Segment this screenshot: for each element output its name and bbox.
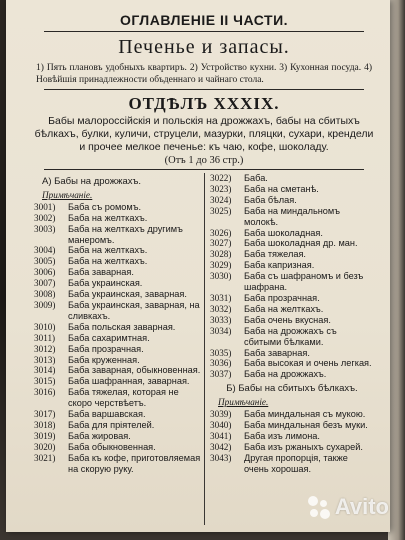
toc-entry [210,206,374,228]
toc-entry [210,358,374,369]
toc-entry [34,278,202,289]
entry-number: 3005) [34,256,56,267]
toc-entry [210,184,374,195]
entry-number: 3011) [34,332,56,343]
subsection-heading: Б) Бабы на сбитыхъ бѣлкахъ. [226,383,358,395]
entry-number: 3042) [210,441,232,452]
entry-number: 3026) [210,227,232,238]
entry-title: Баба прозрачная. [68,343,144,354]
toc-entry [210,293,374,304]
entry-number: 3022) [210,173,232,183]
entry-number: 3027) [210,238,232,249]
toc-entry [34,431,202,442]
toc-entry [210,195,374,206]
toc-entry [34,387,202,409]
entry-title: Баба очень вкусная. [244,314,331,325]
entry-title: Баба прозрачная. [244,292,320,303]
divider [44,31,364,32]
entry-title: Баба на дрожжахъ. [244,369,327,380]
entry-title: Баба обыкновенная. [68,441,156,452]
toc-entry [210,238,374,249]
entry-title: Баба на сметанѣ. [244,183,319,194]
entry-number: 3020) [34,441,56,452]
entry-number: 3012) [34,343,56,354]
note-label: Примѣчанiе. [218,397,269,408]
entry-number: 3035) [210,347,232,358]
entry-title: Баба украинская, заварная. [68,289,187,300]
toc-entry [210,431,374,442]
entry-number: 3019) [34,430,56,441]
toc-entry [34,442,202,453]
chapter-title: ОТДѢЛЪ XXXIX. [128,94,280,113]
toc-entry [34,333,202,344]
entry-title: Баба тяжелая, которая не скоро черствѣетъ. [68,387,179,409]
entry-title: Баба къ кофе, приготовляемая на скорую руку. [68,452,201,474]
toc-entry [210,315,374,326]
entry-title: Баба тяжелая. [244,249,306,260]
note-label: Примѣчанiе. [42,189,93,200]
entry-number: 3030) [210,271,232,282]
entry-title: Баба шафранная, заварная. [68,376,190,387]
entry-number: 3003) [34,223,56,234]
entry-title: Баба шоколадная. [244,227,323,238]
entry-number: 3010) [34,321,56,332]
entry-number: 3013) [34,354,56,365]
toc-entry [210,453,374,475]
toc-entry [210,173,374,184]
toc-entry [210,369,374,380]
toc-entry [210,249,374,260]
toc-entry [34,289,202,300]
toc-entry [210,420,374,431]
entry-title: Баба бѣлая. [244,194,297,205]
entry-title: Баба на миндальномъ молокѣ. [244,205,340,227]
divider [44,89,364,90]
entry-title: Баба изъ ржаныхъ сухарей. [244,441,363,452]
entry-title: Баба капризная. [244,260,315,271]
entry-list [34,202,202,475]
entry-number: 3014) [34,365,56,376]
toc-entry [210,442,374,453]
toc-entry [210,326,374,348]
chapter-description: Бабы малороссiйскiя и польскiя на дрожжахъ, бабы на сбитыхъ бѣлкахъ, булки, куличи, струцели, мазурки, пляцки, сухари, крендели и прочее мелкое печенье: къ чаю, кофе, шоколаду. [34,115,374,153]
page-content [34,8,374,532]
subsection-heading: А) Бабы на дрожжахъ. [42,176,142,187]
page-range: (Отъ 1 до 36 стр.) [164,155,244,166]
entry-number: 3039) [210,409,232,420]
entry-title: Баба на желткахъ. [68,256,148,267]
intro-text: 1) Пять плановъ удобныхъ квартиръ. 2) Устройство кухни. 3) Кухонная посуда. 4) Новѣйшiя принадлежности объденнаго и чайнаго стола. [36,63,372,85]
entry-title: Баба съ шафраномъ и безъ шафрана. [244,271,364,293]
column-divider [204,173,205,525]
toc-entry [34,344,202,355]
entry-title: Баба украинская. [68,278,143,289]
entry-title: Баба миндальная безъ муки. [244,419,368,430]
entry-number: 3041) [210,430,232,441]
entry-title: Баба миндальная съ мукою. [244,409,366,420]
entry-title: Баба изъ лимона. [244,430,320,441]
entry-number: 3017) [34,409,56,420]
toc-entry [34,453,202,475]
section-title: Печенье и запасы. [118,36,290,58]
entry-title: Другая пропорцiя, также очень хорошая. [244,452,348,474]
entry-number: 3032) [210,303,232,314]
toc-entry [210,228,374,239]
entry-number: 3001) [34,201,56,212]
entry-number: 3008) [34,289,56,300]
toc-entry [34,365,202,376]
toc-entry [34,202,202,213]
entry-title: Баба высокая и очень легкая. [244,358,372,369]
entry-list [210,409,374,474]
entry-title: Баба на желткахъ. [68,245,148,256]
toc-entry [34,409,202,420]
toc-entry [34,376,202,387]
entry-title: Баба съ ромомъ. [68,201,141,212]
entry-title: Баба. [244,173,268,183]
toc-entry [34,224,202,246]
entry-number: 3021) [34,452,56,463]
toc-columns [34,173,374,532]
toc-entry [210,409,374,420]
entry-number: 3009) [34,299,56,310]
toc-entry [210,348,374,359]
entry-number: 3015) [34,376,56,387]
toc-entry [34,213,202,224]
entry-number: 3034) [210,325,232,336]
toc-entry [210,304,374,315]
toc-entry [34,256,202,267]
left-column [34,173,202,474]
entry-number: 3024) [210,194,232,205]
entry-number: 3028) [210,249,232,260]
entry-number: 3025) [210,205,232,216]
divider [44,169,364,170]
entry-title: Баба для прiятелей. [68,419,155,430]
book-page-edges [388,0,405,540]
entry-number: 3037) [210,369,232,380]
toc-entry [34,245,202,256]
entry-number: 3036) [210,358,232,369]
entry-title: Баба на желткахъ. [68,212,148,223]
entry-title: Баба на желткахъ другимъ манеромъ. [68,223,183,245]
toc-entry [34,420,202,431]
entry-title: Баба шоколадная др. ман. [244,238,358,249]
toc-entry [210,271,374,293]
entry-number: 3031) [210,292,232,303]
entry-title: Баба заварная, обыкновенная. [68,365,201,376]
toc-entry [34,267,202,278]
entry-title: Баба украинская, заварная, на сливкахъ. [68,299,200,321]
entry-number: 3029) [210,260,232,271]
entry-title: Баба варшавская. [68,409,146,420]
entry-number: 3018) [34,419,56,430]
entry-title: Баба круженная. [68,354,140,365]
toc-entry [34,355,202,366]
toc-entry [34,300,202,322]
entry-title: Баба на желткахъ. [244,303,324,314]
avito-dots-icon [307,495,331,519]
entry-number: 3033) [210,314,232,325]
entry-number: 3007) [34,278,56,289]
toc-entry [210,260,374,271]
entry-title: Баба на дрожжахъ съ сбитыми бѣлками. [244,325,337,347]
toc-entry [34,322,202,333]
entry-list [210,173,374,380]
entry-number: 3040) [210,419,232,430]
entry-title: Баба сахаримтная. [68,332,150,343]
entry-title: Баба заварная. [244,347,310,358]
toc-title: ОГЛАВЛЕНIЕ II ЧАСТИ. [119,12,289,28]
avito-watermark [307,494,389,520]
entry-title: Баба польская заварная. [68,321,176,332]
book-page [6,0,390,532]
entry-number: 3016) [34,387,56,398]
entry-title: Баба заварная. [68,267,134,278]
entry-number: 3006) [34,267,56,278]
right-column [210,173,374,474]
entry-number: 3023) [210,183,232,194]
watermark-text: Avito [334,494,389,519]
entry-title: Баба жировая. [68,430,131,441]
entry-number: 3004) [34,245,56,256]
entry-number: 3043) [210,452,232,463]
entry-number: 3002) [34,212,56,223]
